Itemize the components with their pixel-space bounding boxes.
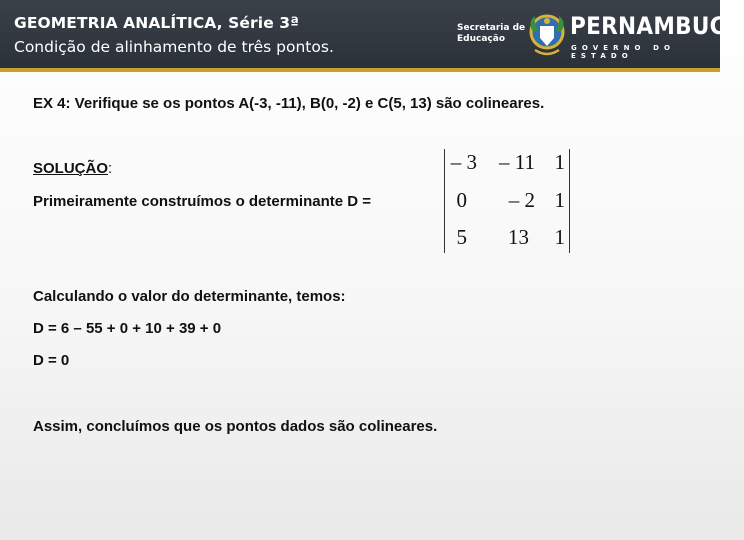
matrix-cell: 13 <box>508 225 529 249</box>
slide-title: GEOMETRIA ANALÍTICA, Série 3ª <box>14 14 300 32</box>
secretaria-line-1: Secretaria de <box>457 23 526 33</box>
calculation-result: D = 0 <box>33 352 70 369</box>
header-bar <box>0 0 744 68</box>
determinant-matrix <box>444 149 570 253</box>
matrix-cell: 5 <box>456 225 467 249</box>
solution-heading <box>33 160 112 177</box>
determinant-intro: Primeiramente construímos o determinante D = <box>33 193 372 210</box>
calculation-line-1: D = 6 – 55 + 0 + 10 + 39 + 0 <box>33 320 222 337</box>
matrix-cell: 1 <box>554 188 565 212</box>
matrix-cell: 1 <box>554 225 565 249</box>
conclusion-text: Assim, concluímos que os pontos dados são colineares. <box>33 418 438 435</box>
calculation-intro: Calculando o valor do determinante, temos: <box>33 288 346 305</box>
header-accent-stripe <box>0 68 720 72</box>
matrix-cell: – 3 <box>450 150 477 174</box>
matrix-cell: 1 <box>554 150 565 174</box>
solution-label: SOLUÇÃO <box>33 160 108 177</box>
secretaria-label <box>457 23 525 45</box>
solution-colon: : <box>108 160 113 177</box>
matrix-cell: – 11 <box>499 150 535 174</box>
matrix-cell: – 2 <box>508 188 535 212</box>
state-government-label: GOVERNO DO ESTADO <box>571 44 676 60</box>
exercise-statement: EX 4: Verifique se os pontos A(-3, -11), B(0, -2) e C(5, 13) são colineares. <box>33 95 545 112</box>
state-name: PERNAMBUCO <box>570 12 744 40</box>
state-crest-icon <box>525 10 569 60</box>
secretaria-line-2: Educação <box>457 34 505 44</box>
matrix-cell: 0 <box>456 188 467 212</box>
slide-subtitle: Condição de alinhamento de três pontos. <box>14 38 334 56</box>
